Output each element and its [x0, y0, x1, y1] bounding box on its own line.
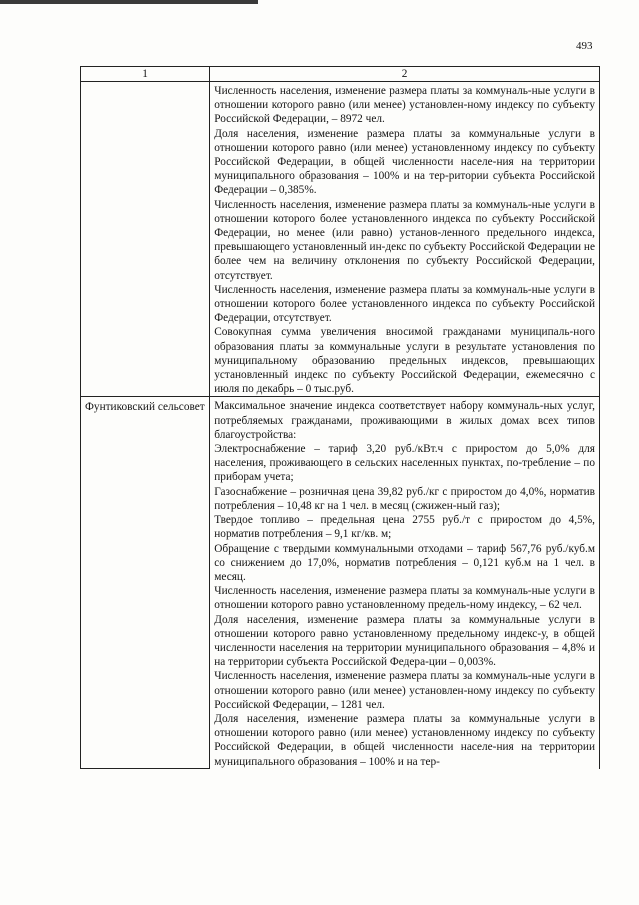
description-cell — [210, 82, 600, 397]
scan-artifact-bar — [0, 0, 258, 4]
column-header-1: 1 — [81, 67, 210, 82]
document-table — [80, 66, 600, 769]
table-header-row — [81, 67, 600, 82]
paragraph: Электроснабжение – тариф 3,20 руб./кВт.ч с приростом до 5,0% для населения, проживающего в сельских населенных пунктах, по-требление – по приборам учета; — [214, 443, 595, 484]
column-header-2: 2 — [210, 67, 600, 82]
paragraph: Численность населения, изменение размера платы за коммуналь-ные услуги в отношении которого равно установленному предель-ному индексу, – 62 чел. — [214, 585, 595, 612]
paragraph: Численность населения, изменение размера платы за коммуналь-ные услуги в отношении которого равно (или менее) установлен-ному индексу по субъекту Российской Федерации, – 8972 чел. — [214, 85, 595, 126]
paragraph: Газоснабжение – розничная цена 39,82 руб./кг с приростом до 4,0%, норматив потребления – 10,48 кг на 1 чел. в месяц (сжижен-ный газ); — [214, 485, 595, 512]
paragraph: Максимальное значение индекса соответствует набору коммуналь-ных услуг, потребляемых гражданами, проживающими в жилых домах всех типов благоустройства: — [214, 400, 595, 441]
paragraph: Доля населения, изменение размера платы за коммунальные услуги в отношении которого равно (или менее) установленному индексу по субъекту Российской Федерации, в общей численности населе-ния на территории муниципального образования – 100% и на тер-ритории субъекта Российской Федерации – 0,385%. — [214, 127, 595, 197]
description-cell — [210, 397, 600, 769]
paragraph: Численность населения, изменение размера платы за коммуналь-ные услуги в отношении которого более установленного индекса по субъекту Российской Федерации, отсутствует. — [214, 283, 595, 325]
table-row — [81, 397, 600, 769]
paragraph: Численность населения, изменение размера платы за коммуналь-ные услуги в отношении которого более установленного индекса по субъекту Российской Федерации, но менее (или равно) установ-ленного предельного индекса, превышающего установленный ин-декс по субъекту Российской Федерации не более чем на величину отклонения по субъекту Российской Федерации, отсутствует. — [214, 198, 595, 282]
table-row — [81, 82, 600, 397]
paragraph: Обращение с твердыми коммунальными отходами – тариф 567,76 руб./куб.м со снижением до 17,0%, норматив потребления – 0,121 куб.м на 1 чел. в месяц. — [214, 542, 595, 583]
municipality-name-cell: Фунтиковский сельсовет — [81, 397, 210, 769]
page-number: 493 — [576, 40, 593, 52]
paragraph: Доля населения, изменение размера платы за коммунальные услуги в отношении которого равно (или менее) установленному индексу по субъекту Российской Федерации, в общей численности населе-ния на территории муниципального образования – 100% и на тер- — [214, 712, 595, 768]
paragraph: Твердое топливо – предельная цена 2755 руб./т с приростом до 4,5%, норматив потребления – 9,1 кг/кв. м; — [214, 514, 595, 541]
paragraph: Совокупная сумма увеличения вносимой гражданами муниципаль-ного образования платы за коммунальные услуги в результате установления по муниципальному образованию предельных индексов, превышающих установленный индекс по субъекту Российской Федерации, ежемесячно с июля по декабрь – 0 тыс.руб. — [214, 326, 595, 396]
paragraph: Численность населения, изменение размера платы за коммуналь-ные услуги в отношении которого равно (или менее) установлен-ному индексу по субъекту Российской Федерации, – 1281 чел. — [214, 670, 595, 711]
municipality-name-cell — [81, 82, 210, 397]
paragraph: Доля населения, изменение размера платы за коммунальные услуги в отношении которого равно установленному предельному индекс-у, в общей численности населения на территории муниципального образования – 4,8% и на территории субъекта Российской Федера-ции – 0,003%. — [214, 613, 595, 669]
